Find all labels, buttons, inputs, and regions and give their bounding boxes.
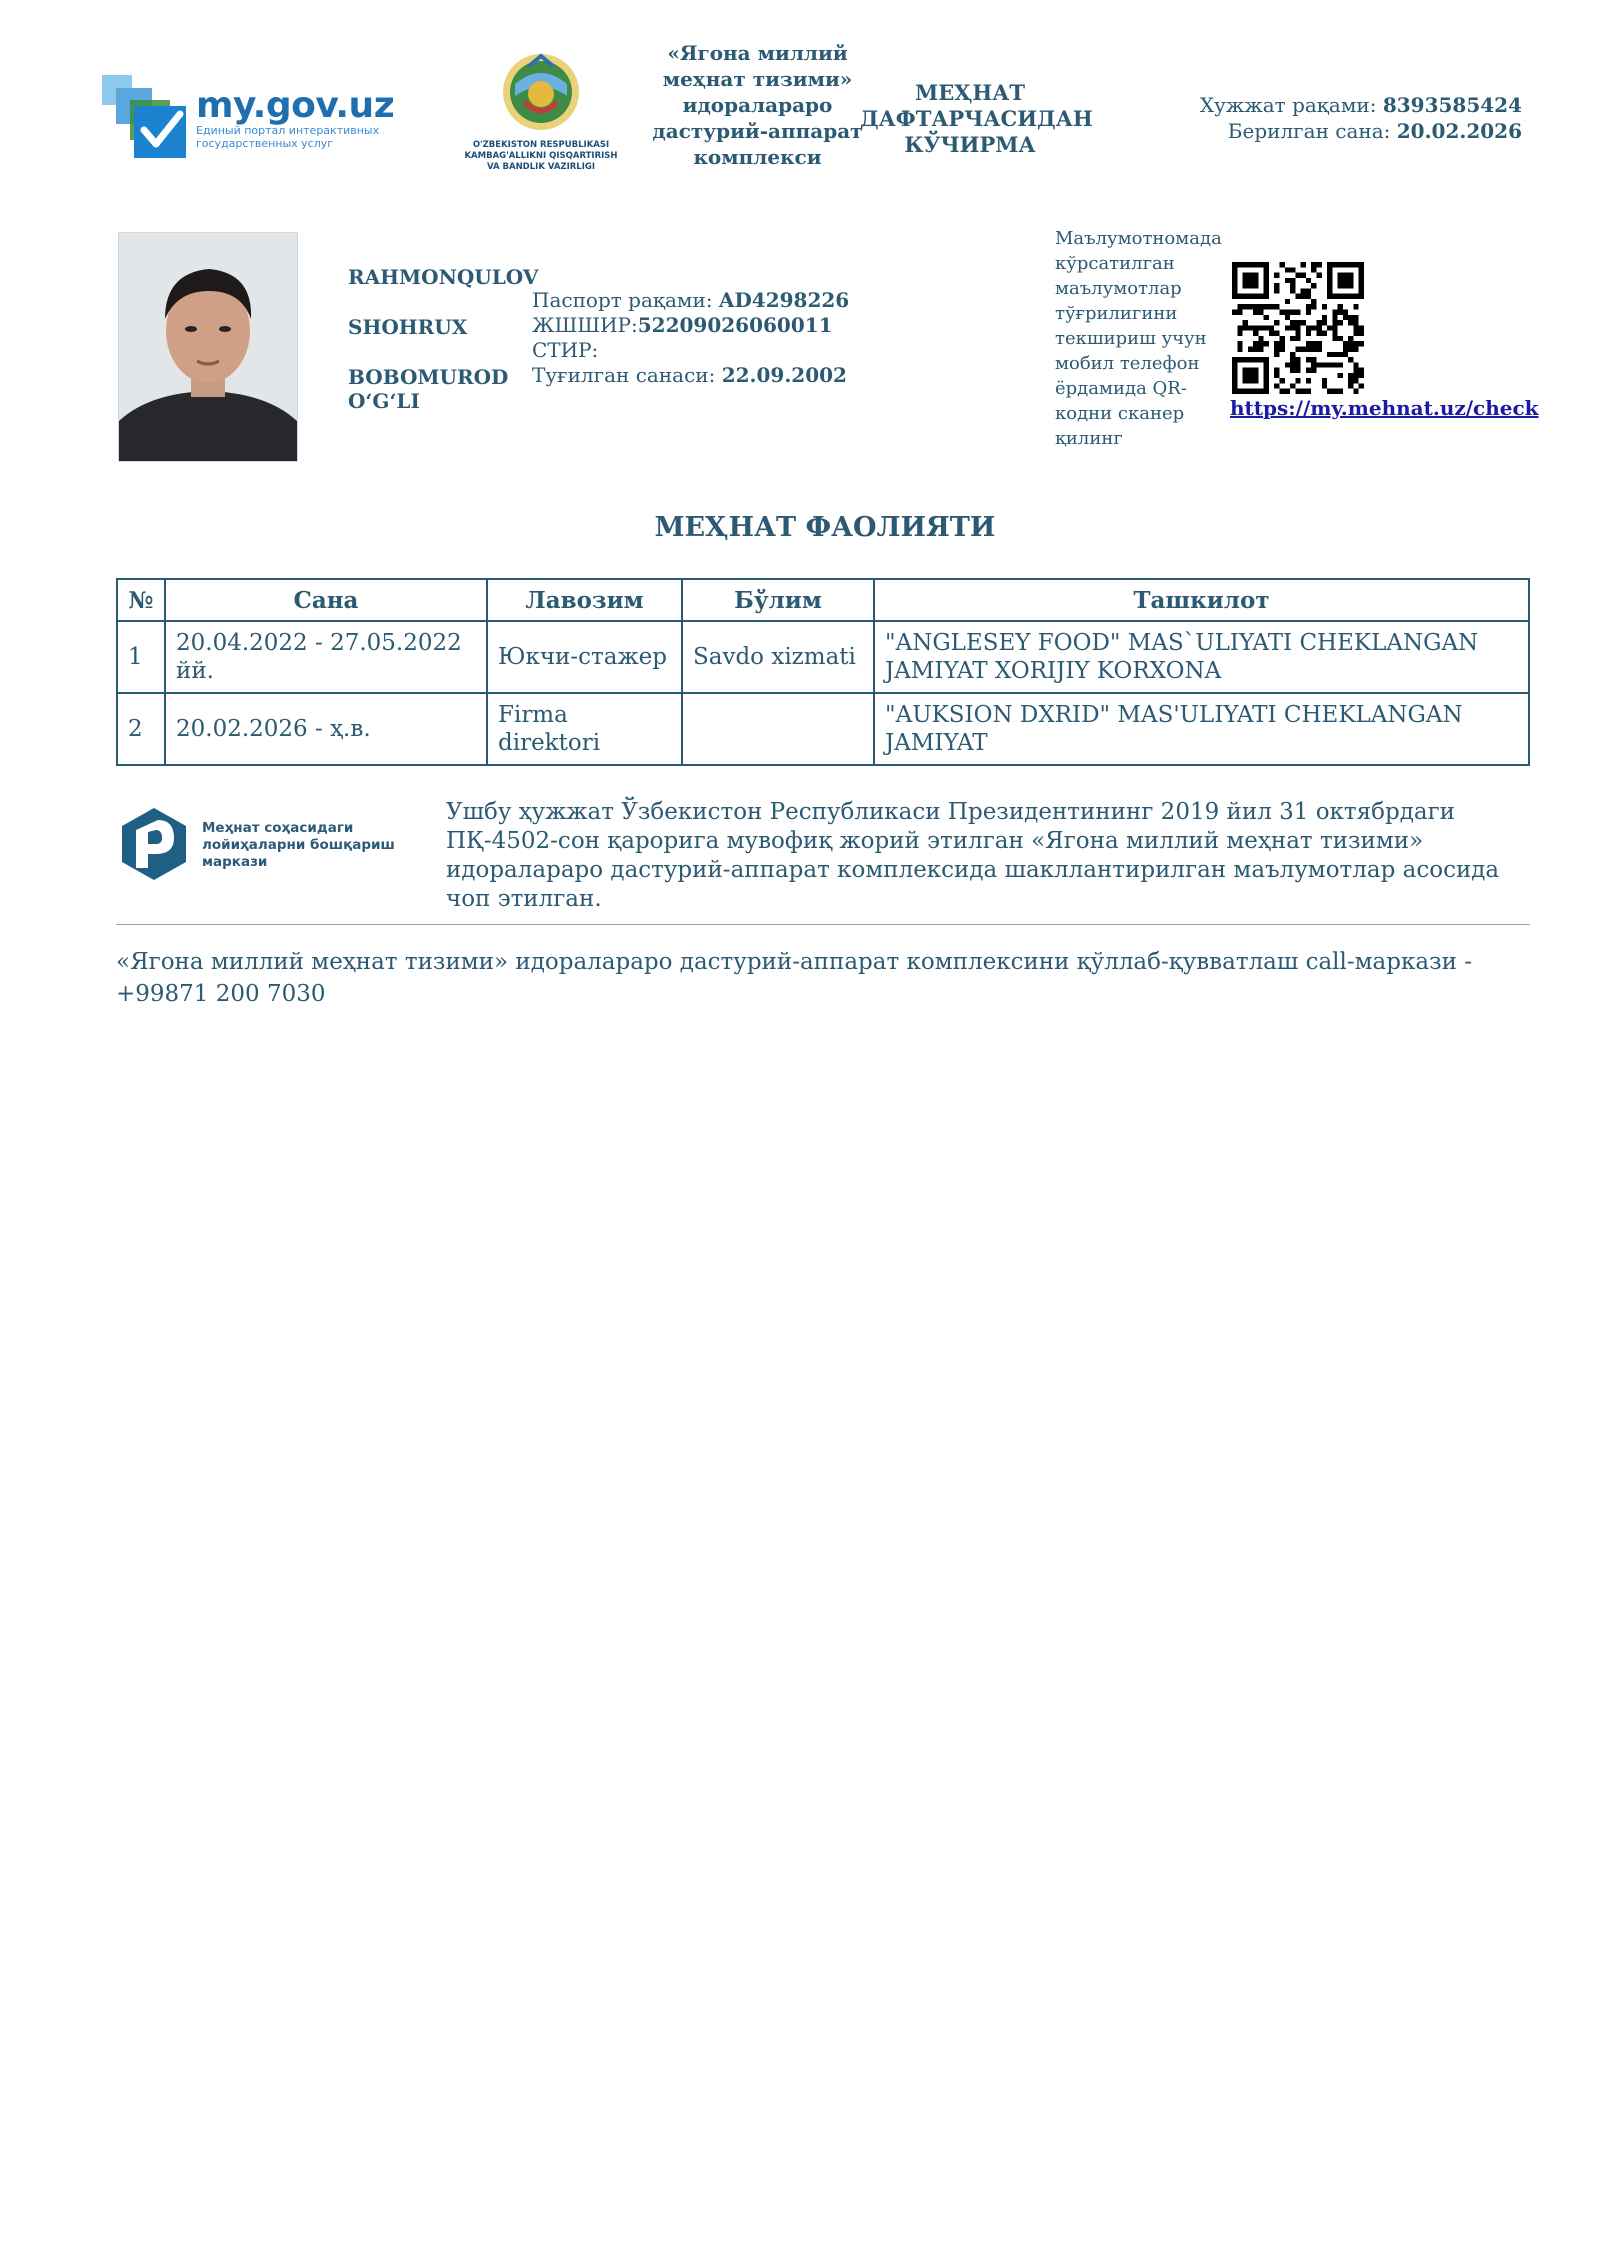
support-contact: «Ягона миллий меҳнат тизими» идоралараро дастурий-аппарат комплексини қўллаб-қувватлаш call-маркази - +99871 200 7030 [116,949,1473,1007]
cell-department: Savdo xizmati [682,621,874,693]
portal-brand: my.gov.uz [196,85,395,126]
document-title: МЕҲНАТ ДАФТАРЧАСИДАН КЎЧИРМА [860,80,1093,157]
cell-date: 20.04.2022 - 27.05.2022 йй. [165,621,487,693]
cell-organization: "AUKSION DXRID" MAS'ULIYATI CHEKLANGAN JAMIYAT [874,693,1529,765]
cell-department [682,693,874,765]
qr-instruction: Маълумотномада кўрсатилган маълумотлар тўғрилигини текшириш учун мобил телефон ёрдамида QR-кодни сканер қилинг [1055,228,1222,449]
person-photo [118,232,298,462]
footer-divider [116,924,1530,925]
table-row [117,693,1529,765]
ministry-line-2: KAMBAG'ALLIKNI QISQARTIRISH [464,151,618,161]
column-header-department: Бўлим [682,579,874,621]
state-emblem-icon [499,50,583,134]
document-info [1200,92,1522,144]
cell-num: 1 [117,621,165,693]
issue-date: 20.02.2026 [1396,119,1522,143]
pinfl-label: ЖШШИР: [532,313,638,337]
cell-position: Firma direktori [487,693,682,765]
project-center-logo [118,806,408,886]
stir-label: СТИР: [532,338,599,362]
legal-notice: Ушбу ҳужжат Ўзбекистон Республикаси Президентининг 2019 йил 31 октябрдаги ПҚ-4502-сон қарорига мувофиқ жорий этилган «Ягона миллий меҳнат тизими» идоралараро дастурий-аппарат комплексида шакллантирилган маълумотлар асосида чоп этилган. [446,799,1500,912]
project-center-name: Меҳнат соҳасидаги лойиҳаларни бошқариш маркази [202,820,395,870]
ministry-logo [456,50,626,180]
ministry-line-3: VA BANDLIK VAZIRLIGI [486,162,596,172]
pinfl-number: 52209026060011 [637,313,833,337]
birth-label: Туғилган санаси: [532,363,716,387]
issue-date-label: Берилган сана: [1227,119,1391,143]
person-first-name: SHOHRUX [348,315,468,339]
doc-number-label: Хужжат рақами: [1199,93,1377,117]
activity-title: МЕҲНАТ ФАОЛИЯТИ [654,512,996,543]
mygov-logo [100,70,420,170]
doc-number: 8393585424 [1382,93,1522,117]
portal-subtitle: Единый портал интерактивных государственных услуг [196,124,380,150]
activity-table [116,578,1530,766]
table-row [117,621,1529,693]
mygov-checkmark-icon [100,70,190,165]
cell-num: 2 [117,693,165,765]
column-header-num: № [117,579,165,621]
qr-code-icon[interactable] [1232,262,1364,394]
column-header-organization: Ташкилот [874,579,1529,621]
table-header-row [117,579,1529,621]
pinfl-row [532,312,833,338]
project-center-icon [118,806,190,882]
stir-row [532,337,598,363]
column-header-position: Лавозим [487,579,682,621]
passport-row [532,287,849,313]
cell-date: 20.02.2026 - ҳ.в. [165,693,487,765]
person-photo-image [119,233,297,461]
system-title: «Ягона миллий меҳнат тизими» идоралараро дастурий-аппарат комплекси [652,41,863,169]
person-surname: RAHMONQULOV [348,265,539,289]
cell-organization: "ANGLESEY FOOD" MAS`ULIYATI CHEKLANGAN JAMIYAT XORIJIY KORXONA [874,621,1529,693]
ministry-line-1: O'ZBEKISTON RESPUBLIKASI [472,140,610,150]
birth-row [532,362,847,388]
verification-link[interactable]: https://my.mehnat.uz/check [1230,396,1539,420]
birth-date: 22.09.2002 [721,363,847,387]
passport-number: AD4298226 [718,288,850,312]
cell-position: Юкчи-стажер [487,621,682,693]
passport-label: Паспорт рақами: [532,288,713,312]
person-patronymic: BOBOMUROD O‘G‘LI [348,365,509,413]
column-header-date: Сана [165,579,487,621]
